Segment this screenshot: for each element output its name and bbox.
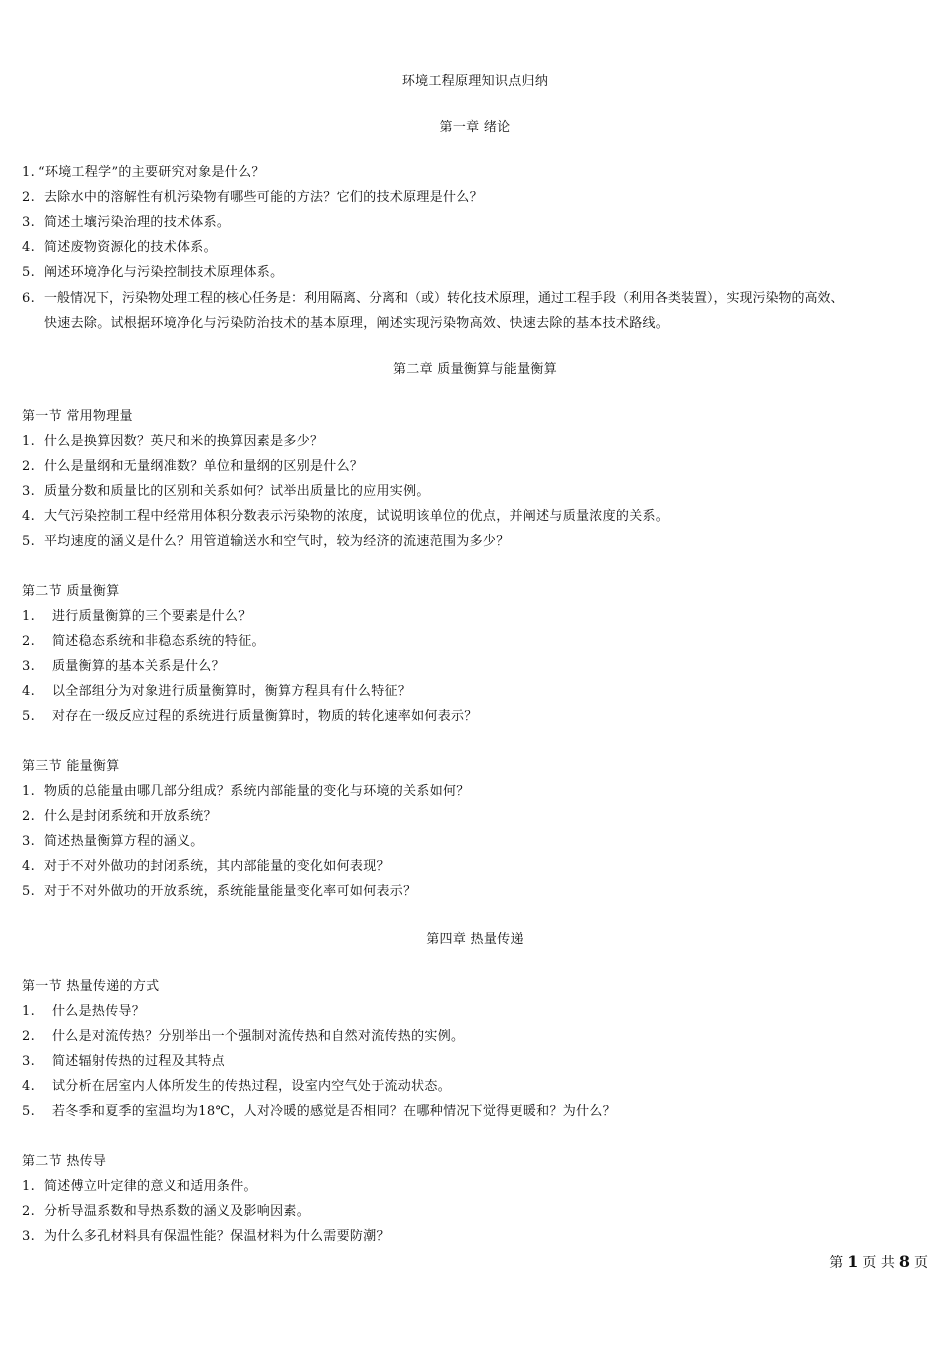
page-label-prefix: 第 (829, 1255, 844, 1271)
list-item: 3. 质量衡算的基本关系是什么？ (22, 659, 225, 674)
list-item: 2. 简述稳态系统和非稳态系统的特征。 (22, 634, 265, 649)
list-item: 5. 平均速度的涵义是什么？用管道输送水和空气时，较为经济的流速范围为多少？ (22, 534, 510, 549)
list-item: 1. “环境工程学”的主要研究对象是什么？ (22, 165, 265, 180)
page-label-middle: 页 共 (862, 1255, 895, 1271)
list-item: 4. 以全部组分为对象进行质量衡算时，衡算方程具有什么特征？ (22, 684, 412, 699)
section-heading: 第一节 常用物理量 (22, 409, 133, 424)
list-item: 3. 质量分数和质量比的区别和关系如何？试举出质量比的应用实例。 (22, 484, 430, 499)
document-title: 环境工程原理知识点归纳 (401, 74, 549, 89)
list-item: 4. 大气污染控制工程中经常用体积分数表示污染物的浓度，试说明该单位的优点，并阐述与质量浓度的关系。 (22, 509, 670, 524)
list-item: 3. 简述土壤污染治理的技术体系。 (22, 215, 231, 230)
list-item: 2. 什么是封闭系统和开放系统？ (22, 809, 217, 824)
list-item: 1. 什么是热传导？ (22, 1004, 146, 1019)
list-item: 3. 简述辐射传热的过程及其特点 (22, 1054, 225, 1069)
section-heading: 第三节 能量衡算 (22, 759, 120, 774)
list-item: 2. 分析导温系数和导热系数的涵义及影响因素。 (22, 1204, 311, 1219)
current-page: 1 (847, 1252, 859, 1271)
list-item: 5. 阐述环境净化与污染控制技术原理体系。 (22, 265, 284, 280)
list-item: 2. 去除水中的溶解性有机污染物有哪些可能的方法？它们的技术原理是什么？ (22, 190, 483, 205)
list-item: 2. 什么是对流传热？分别举出一个强制对流传热和自然对流传热的实例。 (22, 1029, 465, 1044)
list-item: 1. 进行质量衡算的三个要素是什么？ (22, 609, 252, 624)
list-item: 4. 对于不对外做功的封闭系统，其内部能量的变化如何表现？ (22, 859, 390, 874)
list-item: 1. 简述傅立叶定律的意义和适用条件。 (22, 1179, 257, 1194)
list-item: 5. 对存在一级反应过程的系统进行质量衡算时，物质的转化速率如何表示？ (22, 709, 478, 724)
chapter-4-heading: 第四章 热量传递 (426, 932, 524, 947)
list-item: 4. 试分析在居室内人体所发生的传热过程，设室内空气处于流动状态。 (22, 1079, 452, 1094)
section-heading: 第一节 热量传递的方式 (22, 979, 160, 994)
section-heading: 第二节 质量衡算 (22, 584, 120, 599)
chapter-2-heading: 第二章 质量衡算与能量衡算 (392, 362, 558, 377)
list-item: 2. 什么是量纲和无量纲准数？单位和量纲的区别是什么？ (22, 459, 364, 474)
chapter-1-heading: 第一章 绪论 (439, 120, 511, 135)
list-item: 1. 什么是换算因数？英尺和米的换算因素是多少？ (22, 434, 324, 449)
list-item-continuation: 快速去除。试根据环境净化与污染防治技术的基本原理，阐述实现污染物高效、快速去除的基本技术路线。 (44, 316, 670, 331)
list-item: 5. 对于不对外做功的开放系统，系统能量能量变化率可如何表示？ (22, 884, 417, 899)
list-item: 3. 为什么多孔材料具有保温性能？保温材料为什么需要防潮？ (22, 1229, 390, 1244)
page-label-suffix: 页 (914, 1255, 928, 1271)
list-item: 6. 一般情况下，污染物处理工程的核心任务是：利用隔离、分离和（或）转化技术原理，通过工程手段（利用各类装置），实现污染物的高效、 (22, 291, 844, 306)
section-heading: 第二节 热传导 (22, 1154, 107, 1169)
total-pages: 8 (898, 1252, 910, 1271)
list-item: 3. 简述热量衡算方程的涵义。 (22, 834, 204, 849)
list-item: 5. 若冬季和夏季的室温均为18℃，人对冷暖的感觉是否相同？在哪种情况下觉得更暖和？为什么？ (22, 1104, 616, 1119)
page-number (829, 1252, 928, 1273)
list-item: 4. 简述废物资源化的技术体系。 (22, 240, 217, 255)
list-item: 1. 物质的总能量由哪几部分组成？系统内部能量的变化与环境的关系如何？ (22, 784, 470, 799)
